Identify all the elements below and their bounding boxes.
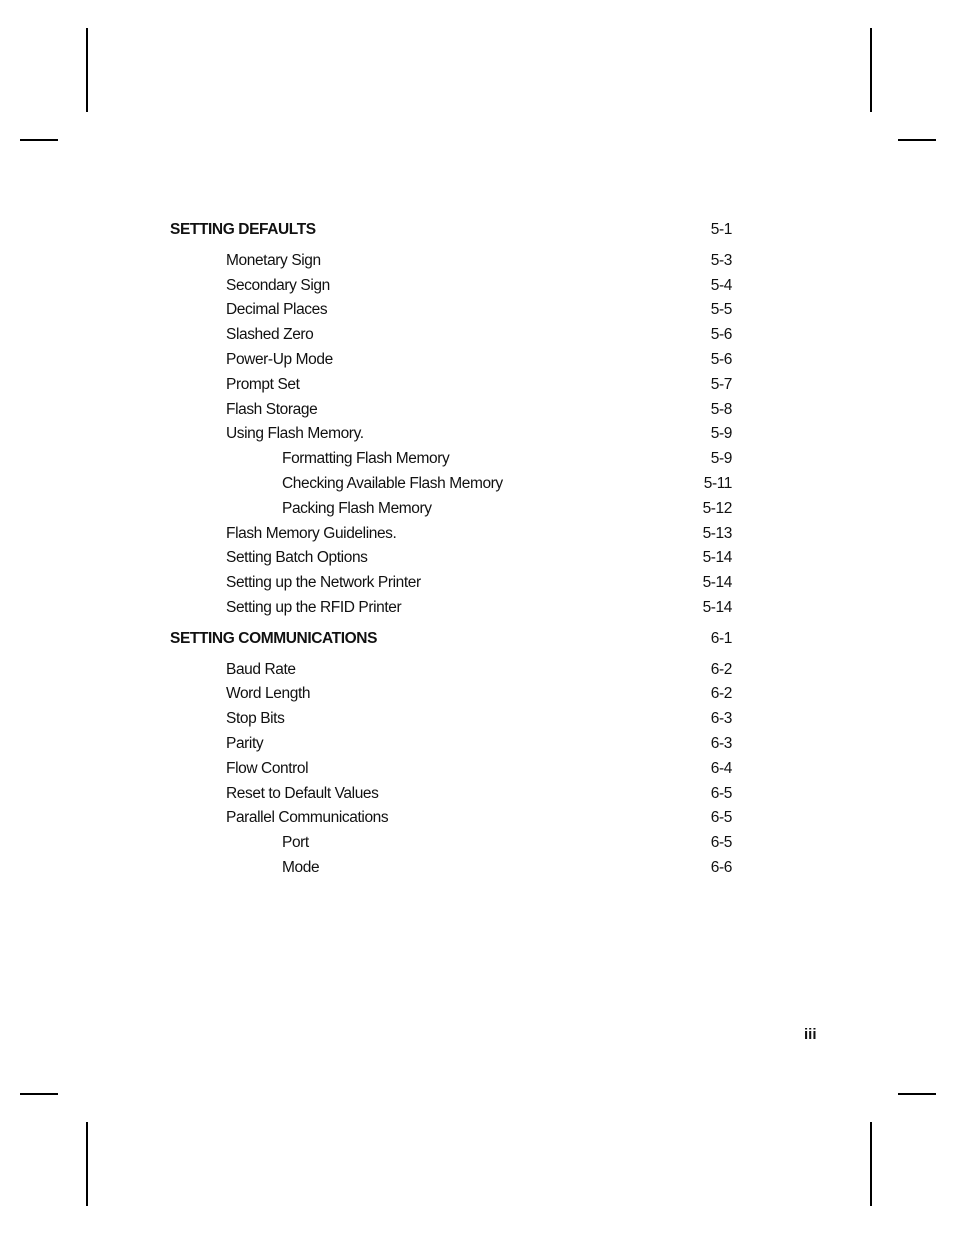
toc-entry[interactable] xyxy=(170,682,732,707)
crop-mark-bottom-left-horizontal xyxy=(20,1093,58,1095)
crop-mark-bottom-right-horizontal xyxy=(898,1093,936,1095)
toc-page-number: 6-5 xyxy=(710,834,732,852)
toc-page-number: 6-3 xyxy=(710,710,732,728)
toc-entry-title: Parity xyxy=(226,734,264,752)
toc-page-number: 6-3 xyxy=(710,734,732,752)
toc-entry[interactable] xyxy=(170,757,732,782)
toc-page-number: 5-9 xyxy=(710,425,732,443)
toc-page-number: 5-11 xyxy=(703,474,732,492)
toc-page-number: 6-5 xyxy=(710,809,732,827)
toc-page-number: 5-4 xyxy=(710,276,732,294)
toc-page-number: 5-6 xyxy=(710,350,732,368)
toc-entry-title: Flash Memory Guidelines. xyxy=(226,524,397,542)
toc-entry[interactable] xyxy=(170,596,732,621)
toc-section-title: SETTING COMMUNICATIONS xyxy=(170,629,378,647)
toc-page-number: 5-8 xyxy=(710,400,732,418)
toc-section-heading[interactable] xyxy=(170,218,732,243)
toc-page-number: 6-2 xyxy=(710,660,732,678)
toc-entry[interactable] xyxy=(170,571,732,596)
toc-entry-title: Checking Available Flash Memory xyxy=(282,474,503,492)
toc-entry[interactable] xyxy=(170,274,732,299)
toc-entry-title: Setting Batch Options xyxy=(226,549,368,567)
toc-page-number: 5-14 xyxy=(702,598,732,616)
toc-entry[interactable] xyxy=(170,658,732,683)
crop-mark-bottom-left-vertical xyxy=(86,1122,88,1206)
toc-entry-title: Packing Flash Memory xyxy=(282,499,432,517)
toc-page-number: 5-14 xyxy=(702,574,732,592)
toc-entry-title: Prompt Set xyxy=(226,375,300,393)
toc-entry-title: Power-Up Mode xyxy=(226,350,333,368)
toc-entry-title: Slashed Zero xyxy=(226,326,314,344)
toc-page-number: 5-7 xyxy=(710,375,732,393)
toc-entry[interactable] xyxy=(170,546,732,571)
toc-entry[interactable] xyxy=(170,422,732,447)
toc-page-number: 5-12 xyxy=(702,499,732,517)
toc-entry-title: Baud Rate xyxy=(226,660,296,678)
toc-page-number: 5-14 xyxy=(702,549,732,567)
toc-entry[interactable] xyxy=(170,806,732,831)
toc-entry-title: Stop Bits xyxy=(226,710,285,728)
toc-entry-title: Reset to Default Values xyxy=(226,784,379,802)
toc-page-number: 6-1 xyxy=(710,629,732,647)
toc-entry-title: Mode xyxy=(282,858,320,876)
toc-entry-title: Port xyxy=(282,834,309,852)
toc-entry[interactable] xyxy=(170,831,732,856)
toc-page-number: 5-3 xyxy=(710,251,732,269)
toc-entry[interactable] xyxy=(170,373,732,398)
toc-entry-title: Setting up the RFID Printer xyxy=(226,598,402,616)
page-number: iii xyxy=(804,1026,817,1043)
toc-entry[interactable] xyxy=(170,732,732,757)
toc-entry[interactable] xyxy=(170,497,732,522)
toc-entry[interactable] xyxy=(170,472,732,497)
toc-entry[interactable] xyxy=(170,249,732,274)
toc-page-number: 6-4 xyxy=(710,759,732,777)
toc-entry-title: Monetary Sign xyxy=(226,251,321,269)
toc-entry[interactable] xyxy=(170,707,732,732)
toc-entry-title: Decimal Places xyxy=(226,301,328,319)
toc-entry[interactable] xyxy=(170,522,732,547)
toc-entry[interactable] xyxy=(170,782,732,807)
toc-entry[interactable] xyxy=(170,298,732,323)
crop-mark-top-left-horizontal xyxy=(20,139,58,141)
toc-entry[interactable] xyxy=(170,398,732,423)
toc-section-title: SETTING DEFAULTS xyxy=(170,221,316,238)
toc-page-number: 5-6 xyxy=(710,326,732,344)
table-of-contents xyxy=(170,218,732,881)
toc-page-number: 5-9 xyxy=(710,450,732,468)
toc-page-number: 5-5 xyxy=(710,301,732,319)
toc-entry-title: Formatting Flash Memory xyxy=(282,450,450,468)
toc-entry-title: Using Flash Memory. xyxy=(226,425,364,443)
crop-mark-top-right-vertical xyxy=(870,28,872,112)
toc-page-number: 5-1 xyxy=(710,221,732,238)
crop-mark-top-left-vertical xyxy=(86,28,88,112)
toc-entry[interactable] xyxy=(170,856,732,881)
toc-entry-title: Flash Storage xyxy=(226,400,318,418)
toc-entry[interactable] xyxy=(170,447,732,472)
toc-page-number: 6-2 xyxy=(710,685,732,703)
toc-page-number: 5-13 xyxy=(702,524,732,542)
toc-entry[interactable] xyxy=(170,348,732,373)
toc-entry-title: Secondary Sign xyxy=(226,276,330,294)
toc-entry[interactable] xyxy=(170,323,732,348)
toc-page-number: 6-5 xyxy=(710,784,732,802)
toc-entry-title: Word Length xyxy=(226,685,311,703)
toc-entry-title: Parallel Communications xyxy=(226,809,389,827)
toc-entry-title: Setting up the Network Printer xyxy=(226,574,421,592)
crop-mark-top-right-horizontal xyxy=(898,139,936,141)
toc-section-heading[interactable] xyxy=(170,627,732,652)
toc-page-number: 6-6 xyxy=(710,858,732,876)
crop-mark-bottom-right-vertical xyxy=(870,1122,872,1206)
toc-entry-title: Flow Control xyxy=(226,759,309,777)
